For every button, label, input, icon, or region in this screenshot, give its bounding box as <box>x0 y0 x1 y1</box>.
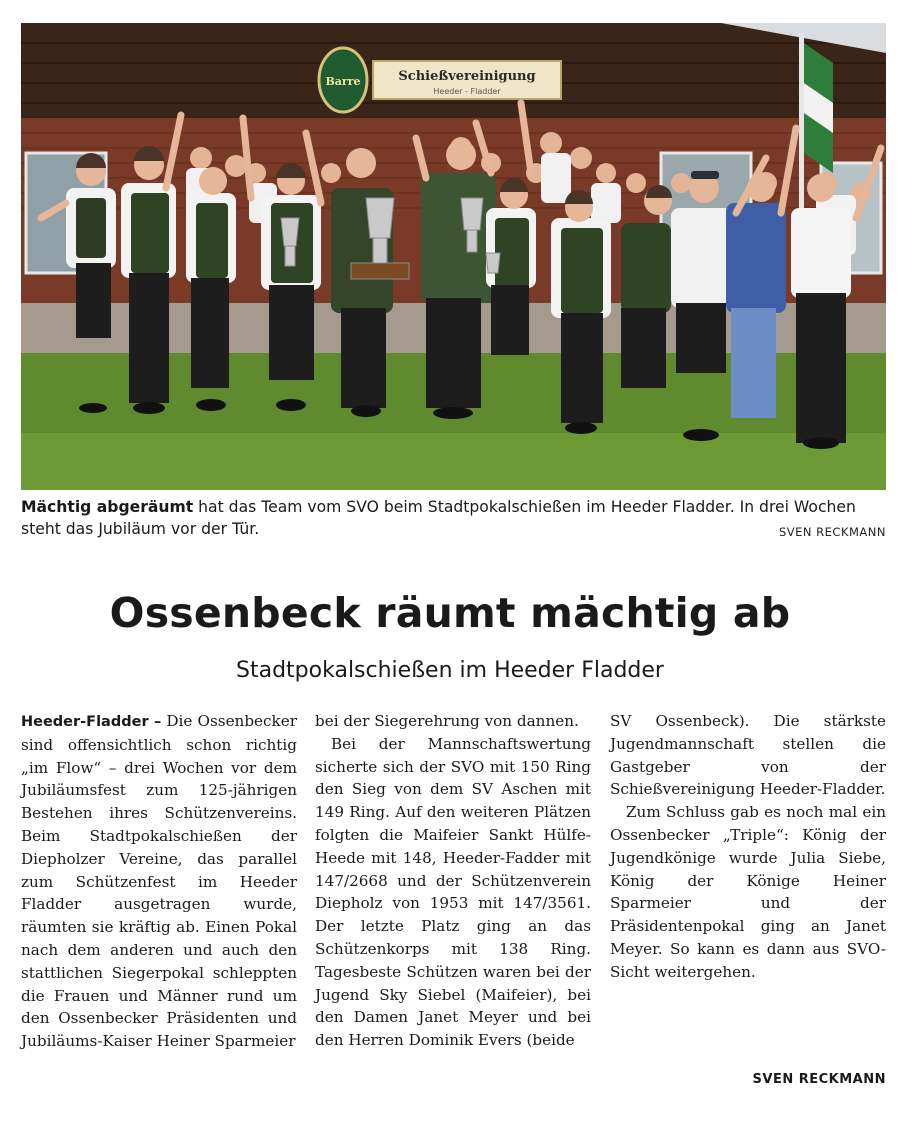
group-photo-illustration <box>21 23 886 490</box>
article-text-fragment: bei der Siegerehrung von dannen. <box>315 712 579 730</box>
sign-main-text: Schießvereinigung <box>398 69 536 84</box>
article-text-fragment: Zum Schluss gab es noch mal ein Ossenbecker „Triple“: König der Jugendkönige wurde Julia Siebe, König der Könige Heiner Sparmeier und der Präsidentenpokal ging an Janet Meyer. So kann es dann aus SVO-Sicht weitergehen. <box>610 803 886 981</box>
article-photo <box>21 23 886 490</box>
caption-lead: Mächtig abgeräumt <box>21 498 194 516</box>
caption-text: hat das Team vom SVO beim Stadtpokalschießen im Heeder Fladder. In drei Wochen steht das Jubiläum vor der Tür. <box>21 498 856 538</box>
article-column-3 <box>610 710 886 984</box>
photo-credit: SVEN RECKMANN <box>778 525 886 539</box>
article-text-fragment: SV Ossenbeck). Die stärkste Jugendmannschaft stellen die Gastgeber von der Schießvereinigung Heeder-Fladder. <box>610 712 886 799</box>
article-column-1 <box>21 710 297 1053</box>
article-author: SVEN RECKMANN <box>752 1072 886 1087</box>
article-column-2 <box>315 710 591 1052</box>
sign-sub-text: Heeder - Fladder <box>433 87 501 96</box>
article-dateline-text: Heeder-Fladder – <box>21 714 162 730</box>
article-text-fragment: Heeder-Fladder – Die Ossenbecker sind offensichtlich schon richtig „im Flow“ – drei Wochen vor dem Jubiläumsfest zum 125-jährigen Bestehen ihres Schützenvereins. Beim Stadtpokalschießen der Diepholzer Vereine, das parallel zum Schützenfest im Heeder Fladder ausgetragen wurde, räumten sie kräftig ab. Einen Pokal nach dem anderen und auch den stattlichen Siegerpokal schleppten die Frauen und Männer rund um den Ossenbecker Präsidenten und Jubiläums-Kaiser Heiner Sparmeier <box>21 712 298 1051</box>
sign-barre-text: Barre <box>325 75 361 88</box>
article-text-fragment: Bei der Mannschaftswertung sicherte sich der SVO mit 150 Ring den Sieg von dem SV Aschen mit 149 Ring. Auf den weiteren Plätzen folgten die Maifeier Sankt Hülfe-Heede mit 148, Heeder-Fadder mit 147/2668 und der Schützenverein Diepholz von 1953 mit 147/3561. Der letzte Platz ging an das Schützenkorps mit 138 Ring. Tagesbeste Schützen waren bei der Jugend Sky Siebel (Maifeier), bei den Damen Janet Meyer und bei den Herren Dominik Evers (beide <box>315 734 591 1050</box>
article-subheadline: Stadtpokalschießen im Heeder Fladder <box>236 658 664 683</box>
photo-caption <box>21 496 886 540</box>
article-headline: Ossenbeck räumt mächtig ab <box>109 589 791 637</box>
